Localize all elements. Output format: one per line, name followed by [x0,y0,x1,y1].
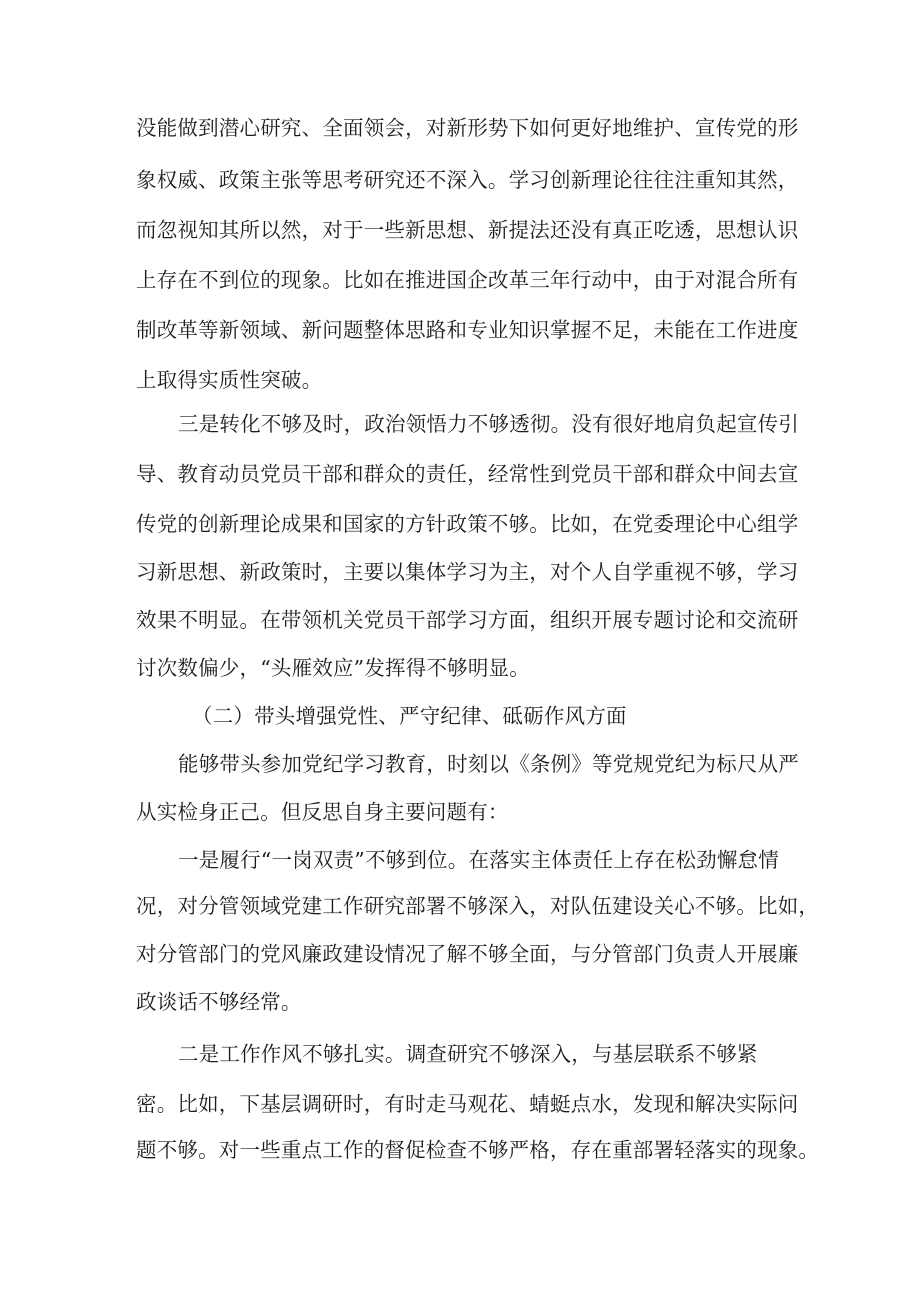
paragraph-line: 导、教育动员党员干部和群众的责任，经常性到党员干部和群众中间去宣 [136,462,799,486]
paragraph-line: 政谈话不够经常。 [136,990,302,1014]
paragraph-line: 讨次数偏少，“头雁效应”发挥得不够明显。 [136,656,530,680]
paragraph-line: 传党的创新理论成果和国家的方针政策不够。比如，在党委理论中心组学 [136,512,799,536]
paragraph-line: 三是转化不够及时，政治领悟力不够透彻。没有很好地肩负起宣传引 [178,412,799,436]
paragraph-line: 题不够。对一些重点工作的督促检查不够严格，存在重部署轻落实的现象。 [136,1138,820,1162]
paragraph-line: 效果不明显。在带领机关党员干部学习方面，组织开展专题讨论和交流研 [136,608,799,632]
section-heading: （二）带头增强党性、严守纪律、砥砺作风方面 [192,704,627,728]
paragraph-line: 密。比如，下基层调研时，有时走马观花、蜻蜓点水，发现和解决实际问 [136,1092,799,1116]
paragraph-line: 二是工作作风不够扎实。调查研究不够深入，与基层联系不够紧 [178,1042,758,1066]
paragraph-line: 没能做到潜心研究、全面领会，对新形势下如何更好地维护、宣传党的形 [136,116,799,140]
paragraph-line: 制改革等新领域、新问题整体思路和专业知识掌握不足，未能在工作进度 [136,318,799,342]
paragraph-line: 象权威、政策主张等思考研究还不深入。学习创新理论往往注重知其然， [136,168,799,192]
paragraph-line: 能够带头参加党纪学习教育，时刻以《条例》等党规党纪为标尺从严 [178,752,799,776]
paragraph-line: 而忽视知其所以然，对于一些新思想、新提法还没有真正吃透，思想认识 [136,218,799,242]
paragraph-line: 一是履行“一岗双责”不够到位。在落实主体责任上存在松劲懈怠情 [178,848,779,872]
paragraph-line: 对分管部门的党风廉政建设情况了解不够全面，与分管部门负责人开展廉 [136,942,799,966]
paragraph-line: 上存在不到位的现象。比如在推进国企改革三年行动中，由于对混合所有 [136,268,799,292]
paragraph-line: 上取得实质性突破。 [136,368,323,392]
paragraph-line: 从实检身正己。但反思自身主要问题有： [136,800,509,824]
paragraph-line: 况，对分管领域党建工作研究部署不够深入，对队伍建设关心不够。比如， [136,894,820,918]
paragraph-line: 习新思想、新政策时，主要以集体学习为主，对个人自学重视不够，学习 [136,560,799,584]
